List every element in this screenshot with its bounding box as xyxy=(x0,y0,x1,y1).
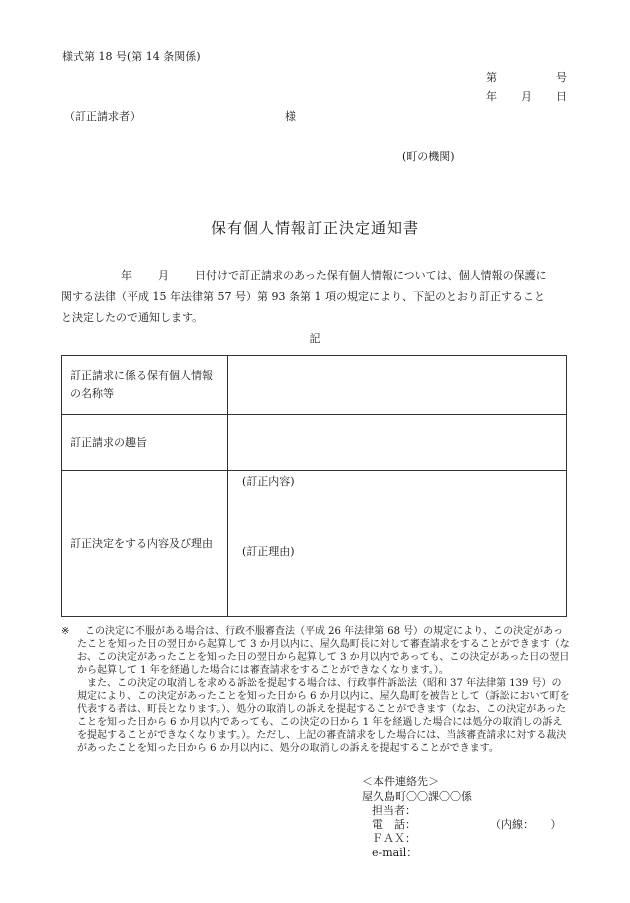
table-row xyxy=(62,356,567,415)
contact-heading: ＜本件連絡先＞ xyxy=(362,775,439,788)
correction-content-label: (訂正内容) xyxy=(242,475,295,488)
body-line2: 関する法律（平成 15 年法律第 57 号）第 93 条第 1 項の規定により、下記のとおり訂正すること xyxy=(61,290,545,303)
body-paragraph xyxy=(61,265,571,328)
row2-label: 訂正請求の趣旨 xyxy=(62,415,228,471)
table-row xyxy=(62,415,567,471)
appeal-notes xyxy=(61,625,571,755)
row3-label: 訂正決定をする内容及び理由 xyxy=(62,471,228,617)
contact-email: e-mail： xyxy=(372,846,418,859)
note-paragraph-1: この決定に不服がある場合は、行政不服審査法（平成 26 年法律第 68 号）の規定により、この決定があったことを知った日の翌日から起算して 3 か月以内に、屋久島町長に対して審査請求をすることができます（なお、この決定があったことを知った日の翌日から起算して 3 か月以内であっても、この決定があった日の翌日から起算して 1 年を経過した場合には審査請求をすることができなくなります。）。 xyxy=(77,626,570,676)
contact-phone: 電 話： xyxy=(372,818,416,831)
body-date-month: 月 xyxy=(158,269,169,282)
row1-label: 訂正請求に係る保有個人情報 の名称等 xyxy=(62,356,228,415)
date-day: 日 xyxy=(556,90,567,103)
correction-reason-label: (訂正理由) xyxy=(242,545,295,558)
date-month: 月 xyxy=(521,90,532,103)
number-prefix: 第 xyxy=(486,71,497,84)
row1-value[interactable] xyxy=(228,356,567,415)
row3-value[interactable] xyxy=(228,471,567,617)
number-suffix: 号 xyxy=(556,71,567,84)
contact-dept: 屋久島町〇〇課〇〇係 xyxy=(362,790,472,803)
requester-honorific: 様 xyxy=(285,110,296,123)
note-paragraph-2: また、この決定の取消しを求める訴訟を提起する場合は、行政事件訴訟法（昭和 37 年法律第 139 号）の規定により、この決定があったことを知った日から 6 か月以内に、屋久島町を被告として（訴訟において町を代表する者は、町長となります。）、処分の取消しの訴えを提起することができます（なお、この決定があったことを知った日から 6 か月以内であっても、この決定の日から 1 年を経過した場合には処分の取消しの訴えを提起することができなくなります。）。ただし、上記の審査請求をした場合には、当該審査請求に対する裁決があったことを知った日から 6 か月以内に、処分の取消しの訴えを提起することができます。 xyxy=(77,678,570,754)
decision-table xyxy=(61,355,567,617)
ki-mark: 記 xyxy=(309,332,321,345)
issuer: (町の機関) xyxy=(402,150,455,163)
table-row xyxy=(62,471,567,617)
note-mark: ※ xyxy=(61,626,70,637)
form-number: 様式第 18 号(第 14 条関係) xyxy=(62,50,201,63)
body-date-year: 年 xyxy=(121,269,132,282)
contact-fax: ＦＡＸ： xyxy=(372,832,416,845)
date-year: 年 xyxy=(486,90,497,103)
body-line3: と決定したので通知します。 xyxy=(61,311,204,324)
row2-value[interactable] xyxy=(228,415,567,471)
requester-label: （訂正請求者） xyxy=(64,110,141,123)
document-title: 保有個人情報訂正決定通知書 xyxy=(210,219,419,237)
contact-person: 担当者： xyxy=(372,804,416,817)
body-line1: 日付けで訂正請求のあった保有個人情報については、個人情報の保護に xyxy=(195,269,547,282)
contact-extension: （内線： ） xyxy=(490,818,562,831)
